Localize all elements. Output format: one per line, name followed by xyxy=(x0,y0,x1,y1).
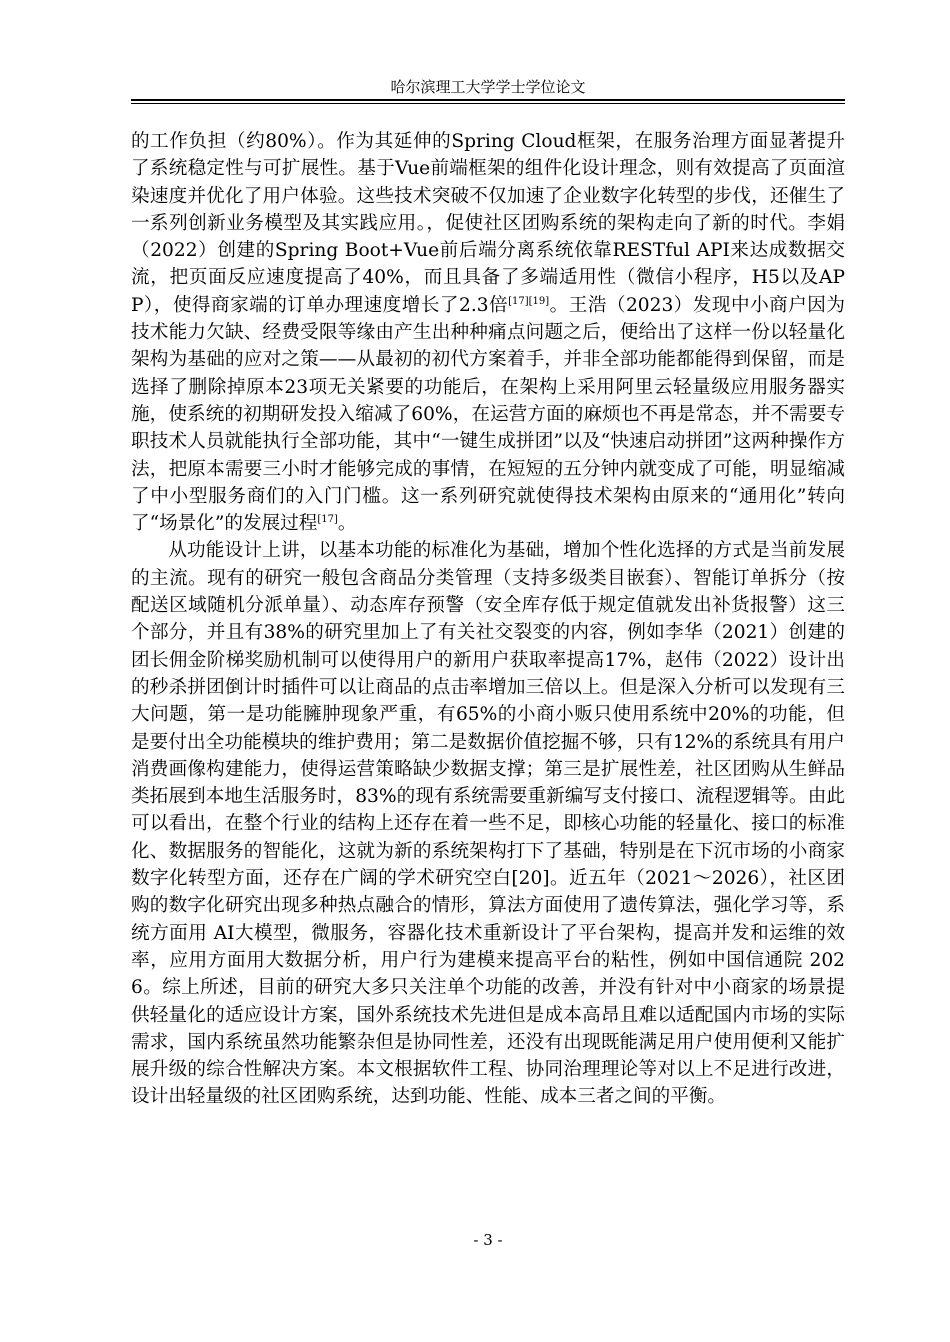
paragraph-function-design: 从功能设计上讲，以基本功能的标准化为基础，增加个性化选择的方式是当前发展的主流。现有的研究一般包含商品分类管理（支持多级类目嵌套）、智能订单拆分（按配送区域随机分派单量）、动态库存预警（安全库存低于规定值就发出补货报警）这三个部分，并且有38%的研究里加上了有关社交裂变的内容，例如李华（2021）创建的团长佣金阶梯奖励机制可以使得用户的新用户获取率提高17%，赵伟（2022）设计出的秒杀拼团倒计时插件可以让商品的点击率增加三倍以上。但是深入分析可以发现有三大问题，第一是功能臃肿现象严重，有65%的小商小贩只使用系统中20%的功能，但是要付出全功能模块的维护费用；第二是数据价值挖掘不够，只有12%的系统具有用户消费画像构建能力，使得运营策略缺少数据支撑；第三是扩展性差，社区团购从生鲜品类拓展到本地生活服务时，83%的现有系统需要重新编写支付接口、流程逻辑等。由此可以看出，在整个行业的结构上还存在着一些不足，即核心功能的轻量化、接口的标准化、数据服务的智能化，这就为新的系统架构打下了基础，特别是在下沉市场的小商家数字化转型方面，还存在广阔的学术研究空白[20]。近五年（2021～2026），社区团购的数字化研究出现多种热点融合的情形，算法方面使用了遗传算法，强化学习等，系统方面用 AI大模型，微服务，容器化技术重新设计了平台架构，提高并发和运维的效率，应用方面用大数据分析，用户行为建模来提高平台的粘性，例如中国信通院 2026。综上所述，目前的研究大多只关注单个功能的改善，并没有针对中小商家的场景提供轻量化的适应设计方案，国外系统技术先进但是成本高昂且难以适配国内市场的实际需求，国内系统虽然功能繁杂但是协同性差，还没有出现既能满足用户使用便利又能扩展升级的综合性解决方案。本文根据软件工程、协同治理理论等对以上不足进行改进，设计出轻量级的社区团购系统，达到功能、性能、成本三者之间的平衡。 xyxy=(131,540,845,1108)
paragraph-1-text-c: 。 xyxy=(337,513,357,535)
citation-17: [17] xyxy=(317,513,338,525)
paragraph-1-text-a: 的工作负担（约80%）。作为其延伸的Spring Cloud框架，在服务治理方面显著提升了系统稳定性与可扩展性。基于Vue前端框架的组件化设计理念，则有效提高了页面渲染速度并优化了用户体验。这些技术突破不仅加速了企业数字化转型的步伐，还催生了一系列创新业务模型及其实践应用。，促使社区团购系统的架构走向了新的时代。李娟（2022）创建的Spring Boot+Vue前后端分离系统依靠RESTful API来达成数据交流，把页面反应速度提高了40%，而且具备了多端适用性（微信小程序，H5以及APP），使得商家端的订单办理速度增长了2.3倍 xyxy=(131,131,845,316)
paragraph-1-text-b: 。王浩（2023）发现中小商户因为技术能力欠缺、经费受限等缘由产生出种种痛点问题之后，便给出了这样一份以轻量化架构为基础的应对之策——从最初的初代方案着手，并非全部功能都能得到保留，而是选择了删除掉原本23项无关紧要的功能后，在架构上采用阿里云轻量级应用服务器实施，使系统的初期研发投入缩减了60%，在运营方面的麻烦也不再是常态，并不需要专职技术人员就能执行全部功能，其中“一键生成拼团”以及“快速启动拼团”这两种操作方法，把原本需要三小时才能够完成的事情，在短短的五分钟内就变成了可能，明显缩减了中小型服务商们的入门门槛。这一系列研究就使得技术架构由原来的“通用化”转向了“场景化”的发展过程 xyxy=(131,294,845,535)
header-rule-thick xyxy=(131,99,845,101)
paragraph-continued xyxy=(131,128,845,537)
citation-17-19: [17][19] xyxy=(508,295,550,307)
header-rule-thin xyxy=(131,103,845,104)
running-header-title: 哈尔滨理工大学学士学位论文 xyxy=(390,78,586,96)
body-text xyxy=(131,128,845,1111)
page-number: - 3 - xyxy=(473,1231,503,1249)
